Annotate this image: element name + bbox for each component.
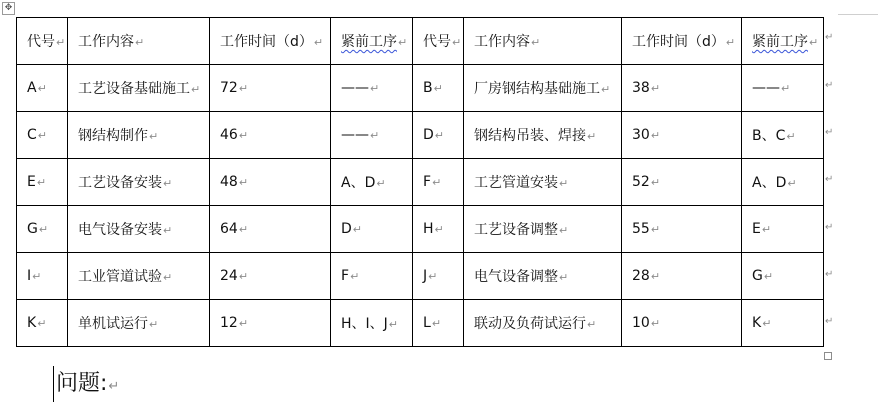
table-cell-code xyxy=(17,112,68,159)
table-cell-content xyxy=(464,159,622,206)
header-code-cell-2 xyxy=(413,18,464,65)
header-pred: 紧前工序 xyxy=(341,34,397,50)
table-cell-content xyxy=(68,300,210,347)
cell-time2-text: 10 xyxy=(632,315,650,331)
row-end-mark-icon: ↵ xyxy=(825,316,834,327)
table-row xyxy=(17,253,824,300)
paragraph-mark-icon: ↵ xyxy=(786,130,796,143)
cell-content2-text: 厂房钢结构基础施工 xyxy=(474,81,600,97)
table-cell-pred xyxy=(742,112,824,159)
table-row xyxy=(17,206,824,253)
paragraph-mark-icon: ↵ xyxy=(238,317,249,330)
cell-code1-text: A xyxy=(27,80,37,96)
header-content: 工作内容 xyxy=(78,34,134,50)
table-cell-content xyxy=(68,206,210,253)
table-cell-code xyxy=(17,300,68,347)
table-cell-code xyxy=(413,253,464,300)
cell-time2-text: 52 xyxy=(632,174,650,190)
paragraph-mark-icon: ↵ xyxy=(163,224,173,237)
cell-code2-text: J xyxy=(423,268,428,284)
table-cell-time xyxy=(210,300,331,347)
paragraph-mark-icon: ↵ xyxy=(531,36,541,49)
table-cell-content xyxy=(68,65,210,112)
table-cell-content xyxy=(464,112,622,159)
table-cell-time xyxy=(622,159,742,206)
cell-pred1-text: —— xyxy=(341,127,369,143)
cell-content1-text: 工艺设备基础施工 xyxy=(78,81,190,97)
paragraph-mark-icon: ↵ xyxy=(428,270,438,283)
table-cell-time xyxy=(210,159,331,206)
paragraph-mark-icon: ↵ xyxy=(431,317,442,330)
table-cell-content xyxy=(68,112,210,159)
paragraph-mark-icon: ↵ xyxy=(559,271,569,284)
paragraph-mark-icon: ↵ xyxy=(313,36,324,49)
paragraph-mark-icon: ↵ xyxy=(238,82,249,95)
paragraph-mark-icon: ↵ xyxy=(650,129,661,142)
header-time-cell-2 xyxy=(622,18,742,65)
paragraph-mark-icon: ↵ xyxy=(370,129,380,142)
paragraph-mark-icon: ↵ xyxy=(432,176,442,189)
paragraph-mark-icon: ↵ xyxy=(135,36,145,49)
cell-content2-text: 电气设备调整 xyxy=(474,269,558,285)
header-code-2: 代号 xyxy=(423,34,451,50)
table-cell-pred xyxy=(742,159,824,206)
table-cell-pred xyxy=(742,300,824,347)
cell-time2-text: 55 xyxy=(632,221,650,237)
cell-code1-text: K xyxy=(27,315,37,331)
paragraph-mark-icon: ↵ xyxy=(388,318,399,331)
paragraph-mark-icon: ↵ xyxy=(398,36,408,49)
paragraph-mark-icon: ↵ xyxy=(32,270,42,283)
paragraph-mark-icon: ↵ xyxy=(433,82,443,95)
cell-time1-text: 64 xyxy=(220,221,238,237)
table-cell-code xyxy=(17,159,68,206)
table-resize-handle[interactable] xyxy=(824,352,832,360)
cell-code2-text: H xyxy=(423,221,434,237)
cell-pred1-text: F xyxy=(341,268,350,284)
header-time-cell xyxy=(210,18,331,65)
question-label: 问题: xyxy=(56,371,108,396)
table-cell-pred xyxy=(742,65,824,112)
table-cell-content xyxy=(464,300,622,347)
paragraph-mark-icon: ↵ xyxy=(163,177,173,190)
row-end-mark-icon: ↵ xyxy=(825,32,834,43)
paragraph-mark-icon: ↵ xyxy=(108,379,120,394)
paragraph-mark-icon: ↵ xyxy=(809,36,819,49)
cell-time1-text: 48 xyxy=(220,174,238,190)
table-cell-pred xyxy=(331,253,413,300)
table-cell-content xyxy=(464,65,622,112)
header-code: 代号 xyxy=(27,34,55,50)
paragraph-mark-icon: ↵ xyxy=(370,82,380,95)
table-move-handle-icon[interactable]: ✥ xyxy=(2,2,15,15)
cell-content2-text: 工艺管道安装 xyxy=(474,175,558,191)
paragraph-mark-icon: ↵ xyxy=(37,129,47,142)
paragraph-mark-icon: ↵ xyxy=(650,223,661,236)
paragraph-mark-icon: ↵ xyxy=(559,224,569,237)
table-cell-code xyxy=(413,112,464,159)
row-end-mark-icon: ↵ xyxy=(825,269,834,280)
header-content-2: 工作内容 xyxy=(474,34,530,50)
cell-pred2-text: A、D xyxy=(752,175,787,191)
cell-pred2-text: E xyxy=(752,221,761,237)
table-row xyxy=(17,300,824,347)
paragraph-mark-icon: ↵ xyxy=(350,270,360,283)
cell-code1-text: G xyxy=(27,221,38,237)
cell-content1-text: 电气设备安装 xyxy=(78,222,162,238)
table-cell-time xyxy=(622,300,742,347)
cell-code2-text: L xyxy=(423,315,431,331)
table-header-row xyxy=(17,18,824,65)
cell-time1-text: 72 xyxy=(220,80,238,96)
header-time-2: 工作时间（d） xyxy=(632,34,725,50)
table-cell-time xyxy=(210,253,331,300)
table-cell-pred xyxy=(331,112,413,159)
paragraph-mark-icon: ↵ xyxy=(238,176,249,189)
cell-code2-text: D xyxy=(423,127,434,143)
paragraph-mark-icon: ↵ xyxy=(601,83,611,96)
paragraph-mark-icon: ↵ xyxy=(559,177,569,190)
row-end-mark-icon: ↵ xyxy=(825,174,834,185)
paragraph-mark-icon: ↵ xyxy=(587,318,597,331)
table-cell-code xyxy=(17,253,68,300)
table-cell-code xyxy=(17,65,68,112)
table-cell-time xyxy=(622,206,742,253)
table-cell-code xyxy=(413,159,464,206)
paragraph-mark-icon: ↵ xyxy=(452,36,462,49)
header-pred-cell xyxy=(331,18,413,65)
cell-content2-text: 工艺设备调整 xyxy=(474,222,558,238)
table-cell-pred xyxy=(331,300,413,347)
header-time: 工作时间（d） xyxy=(220,34,313,50)
table-cell-pred xyxy=(331,65,413,112)
paragraph-mark-icon: ↵ xyxy=(763,270,774,283)
table-cell-time xyxy=(210,112,331,159)
cell-time2-text: 28 xyxy=(632,268,650,284)
table-cell-time xyxy=(622,65,742,112)
cell-content1-text: 单机试运行 xyxy=(78,316,148,332)
paragraph-mark-icon: ↵ xyxy=(352,223,362,236)
cell-pred1-text: D xyxy=(341,221,352,237)
cell-pred2-text: —— xyxy=(752,80,780,96)
cell-time1-text: 46 xyxy=(220,127,238,143)
cell-time1-text: 24 xyxy=(220,268,238,284)
table-cell-pred xyxy=(742,206,824,253)
header-content-cell xyxy=(68,18,210,65)
cell-pred1-text: —— xyxy=(341,80,369,96)
cell-time2-text: 38 xyxy=(632,80,650,96)
cell-time2-text: 30 xyxy=(632,127,650,143)
table-cell-content xyxy=(68,253,210,300)
cell-pred2-text: K xyxy=(752,315,762,331)
question-heading xyxy=(56,368,119,403)
paragraph-mark-icon: ↵ xyxy=(56,36,66,49)
cell-pred1-text: A、D xyxy=(341,175,376,191)
paragraph-mark-icon: ↵ xyxy=(725,36,736,49)
table-cell-time xyxy=(622,112,742,159)
cell-content1-text: 工艺设备安装 xyxy=(78,175,162,191)
header-content-cell-2 xyxy=(464,18,622,65)
cell-time1-text: 12 xyxy=(220,315,238,331)
paragraph-mark-icon: ↵ xyxy=(238,129,249,142)
table-row xyxy=(17,159,824,206)
table-cell-pred xyxy=(331,206,413,253)
table-cell-code xyxy=(413,65,464,112)
table-cell-pred xyxy=(742,253,824,300)
cell-code2-text: F xyxy=(423,174,432,190)
text-cursor xyxy=(53,366,54,402)
table-cell-content xyxy=(68,159,210,206)
cell-content2-text: 联动及负荷试运行 xyxy=(474,316,586,332)
row-end-mark-icon: ↵ xyxy=(825,80,834,91)
table-cell-time xyxy=(210,206,331,253)
paragraph-mark-icon: ↵ xyxy=(36,176,47,189)
paragraph-mark-icon: ↵ xyxy=(376,177,386,190)
paragraph-mark-icon: ↵ xyxy=(434,223,444,236)
table-cell-code xyxy=(413,300,464,347)
table-cell-content xyxy=(464,206,622,253)
cell-pred2-text: B、C xyxy=(752,128,786,144)
paragraph-mark-icon: ↵ xyxy=(38,223,49,236)
table-row xyxy=(17,112,824,159)
cell-content2-text: 钢结构吊装、焊接 xyxy=(474,128,586,144)
header-code-cell xyxy=(17,18,68,65)
cell-content1-text: 工业管道试验 xyxy=(78,269,162,285)
paragraph-mark-icon: ↵ xyxy=(37,317,47,330)
cell-content1-text: 钢结构制作 xyxy=(78,128,148,144)
page-edge-line xyxy=(838,14,878,15)
table-cell-time xyxy=(622,253,742,300)
table-cell-code xyxy=(17,206,68,253)
cell-code1-text: E xyxy=(27,174,36,190)
paragraph-mark-icon: ↵ xyxy=(762,317,772,330)
paragraph-mark-icon: ↵ xyxy=(191,83,201,96)
paragraph-mark-icon: ↵ xyxy=(238,223,249,236)
paragraph-mark-icon: ↵ xyxy=(434,129,444,142)
paragraph-mark-icon: ↵ xyxy=(781,82,791,95)
table-row xyxy=(17,65,824,112)
row-end-mark-icon: ↵ xyxy=(825,127,834,138)
schedule-table xyxy=(16,17,824,347)
paragraph-mark-icon: ↵ xyxy=(650,317,661,330)
cell-code2-text: B xyxy=(423,80,433,96)
paragraph-mark-icon: ↵ xyxy=(650,270,661,283)
cell-pred2-text: G xyxy=(752,268,763,284)
paragraph-mark-icon: ↵ xyxy=(238,270,249,283)
paragraph-mark-icon: ↵ xyxy=(37,82,47,95)
paragraph-mark-icon: ↵ xyxy=(149,130,159,143)
cell-pred1-text: H、I、J xyxy=(341,316,388,332)
row-end-mark-icon: ↵ xyxy=(825,222,834,233)
table-cell-code xyxy=(413,206,464,253)
cell-code1-text: C xyxy=(27,127,37,143)
header-pred-2: 紧前工序 xyxy=(752,34,808,50)
table-cell-pred xyxy=(331,159,413,206)
table-cell-content xyxy=(464,253,622,300)
paragraph-mark-icon: ↵ xyxy=(650,82,661,95)
paragraph-mark-icon: ↵ xyxy=(761,223,772,236)
paragraph-mark-icon: ↵ xyxy=(163,271,173,284)
paragraph-mark-icon: ↵ xyxy=(650,176,661,189)
paragraph-mark-icon: ↵ xyxy=(149,318,159,331)
table-cell-time xyxy=(210,65,331,112)
cell-code1-text: I xyxy=(27,268,32,284)
paragraph-mark-icon: ↵ xyxy=(787,177,797,190)
header-pred-cell-2 xyxy=(742,18,824,65)
paragraph-mark-icon: ↵ xyxy=(587,130,597,143)
